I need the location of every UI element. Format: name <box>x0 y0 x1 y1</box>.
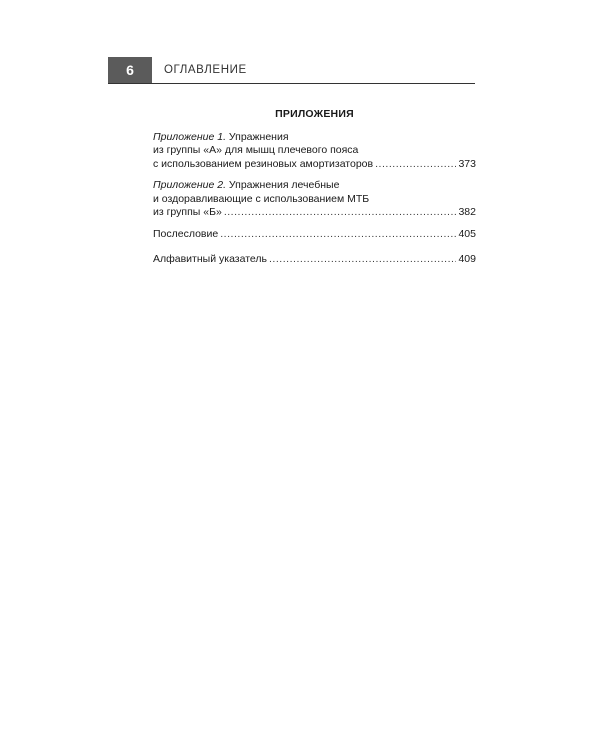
toc-entry-afterword <box>153 228 476 242</box>
toc-entry-text: Алфавитный указатель <box>153 253 267 265</box>
dot-leader <box>220 228 456 242</box>
toc-entry-last-line <box>153 253 476 267</box>
toc-entry-text: из группы «Б» <box>153 206 222 218</box>
toc-entry-text: Упражнения <box>226 130 289 143</box>
toc-entry-text: с использованием резиновых амортизаторов <box>153 157 374 170</box>
dot-leader <box>224 206 457 220</box>
page-header <box>108 57 475 84</box>
page-number: 6 <box>108 57 152 83</box>
toc-page-number: 405 <box>458 227 476 240</box>
toc-entry-last-line <box>153 206 476 220</box>
toc-entry-line <box>153 179 476 193</box>
toc-entry-text: и оздоравливающие с использованием МТБ <box>153 192 370 205</box>
toc-entry-last-line <box>153 228 476 242</box>
dot-leader <box>269 253 456 267</box>
toc-entry-text: Упражнения лечебные <box>226 179 340 191</box>
toc-entry-appendix-2 <box>153 179 476 220</box>
table-of-contents <box>153 108 476 275</box>
toc-entry-text: из группы «А» для мышц плечевого пояса <box>153 144 359 156</box>
toc-entry-text: Послесловие <box>153 227 219 240</box>
section-heading: ПРИЛОЖЕНИЯ <box>275 108 354 120</box>
appendix-prefix: Приложение 2. <box>153 179 227 191</box>
dot-leader <box>375 158 456 172</box>
toc-page-number: 373 <box>458 157 476 170</box>
toc-entry-line <box>153 131 476 145</box>
toc-entry-index <box>153 253 476 267</box>
toc-page-number: 382 <box>458 206 476 218</box>
toc-entry-appendix-1 <box>153 131 476 172</box>
appendix-prefix: Приложение 1. <box>153 130 227 143</box>
toc-page-number: 409 <box>458 253 476 265</box>
toc-entry-last-line <box>153 158 476 172</box>
running-head: ОГЛАВЛЕНИЕ <box>164 64 247 76</box>
